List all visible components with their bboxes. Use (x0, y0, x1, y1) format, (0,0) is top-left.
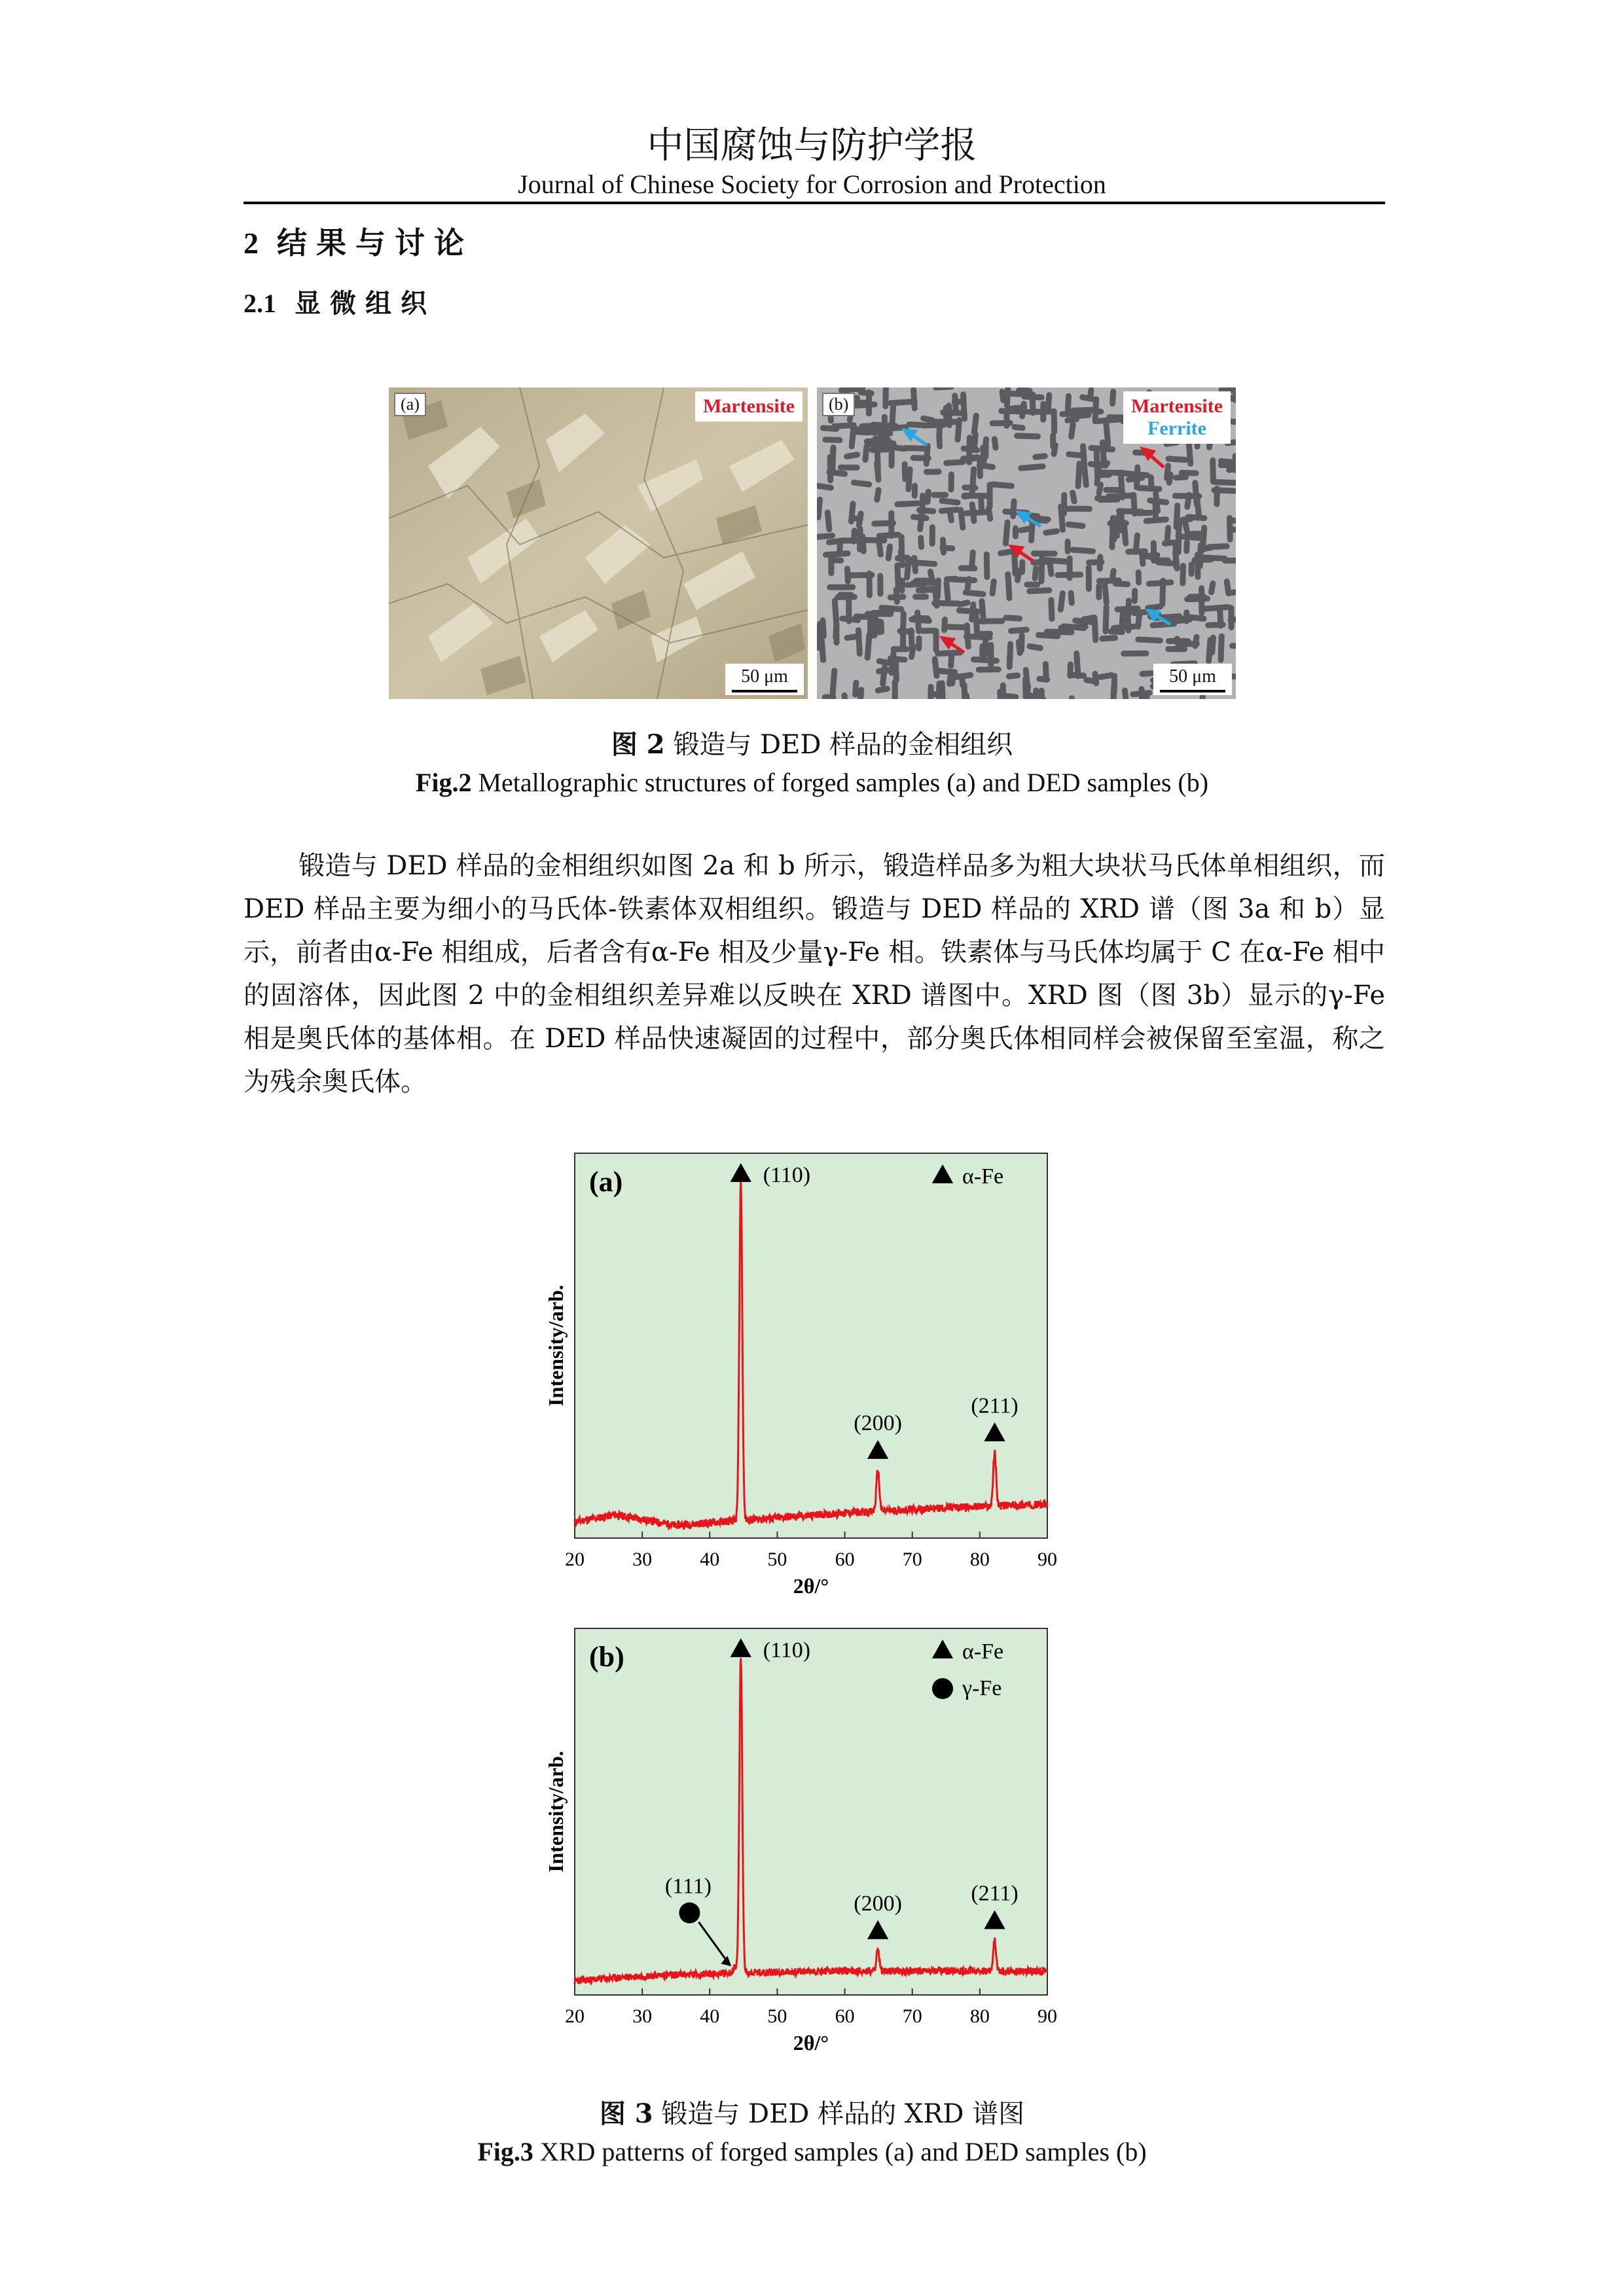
figure3-caption-cn-text: 锻造与 DED 样品的 XRD 谱图 (661, 2099, 1025, 2129)
x-tick-label: 50 (767, 1549, 787, 1570)
peak-label: (200) (854, 1411, 902, 1436)
subsection-number: 2.1 (244, 289, 276, 318)
figure2-caption-cn (0, 724, 1624, 761)
x-tick-label: 90 (1038, 1549, 1057, 1570)
journal-title-cn: 中国腐蚀与防护学报 (647, 124, 977, 167)
x-tick-label: 80 (969, 1549, 990, 1570)
x-tick-label: 20 (565, 1549, 585, 1570)
x-tick-label: 60 (835, 2005, 855, 2027)
plot-area (575, 1153, 1047, 1538)
peak-label: (111) (664, 1874, 712, 1899)
x-axis-label: 2θ/° (793, 2031, 829, 2054)
x-tick-label: 20 (565, 2005, 585, 2027)
forged-micrograph-image (389, 387, 808, 699)
figure2-caption-en-text: Metallographic structures of forged samples (a) and DED samples (b) (478, 768, 1209, 797)
figure3-caption-en-text: XRD patterns of forged samples (a) and DED samples (b) (539, 2137, 1147, 2166)
legend-box-b (1123, 391, 1231, 444)
figure2-caption-en (0, 767, 1624, 798)
scale-bar-b-line (1160, 690, 1225, 692)
scale-bar-b (1153, 664, 1232, 695)
scale-bar-a-line (732, 690, 797, 692)
subsection-title: 显微组织 (295, 288, 436, 319)
xrd-chart-b (537, 1623, 1113, 2068)
figure2-caption-cn-label: 图 2 (611, 729, 665, 760)
body-paragraph (244, 844, 1385, 1103)
x-tick-label: 80 (969, 2005, 990, 2027)
figure2-caption-en-label: Fig.2 (415, 768, 472, 797)
chart-panel-tag: (a) (589, 1166, 623, 1198)
legend-martensite-a: Martensite (695, 391, 803, 422)
figure2-caption-cn-text: 锻造与 DED 样品的金相组织 (673, 730, 1013, 760)
xrd-chart-a (537, 1145, 1113, 1617)
y-axis-label: Intensity/arb. (544, 1285, 568, 1407)
section-title: 结果与讨论 (277, 225, 473, 260)
legend-label: γ-Fe (962, 1676, 1002, 1700)
figure3-caption-cn-label: 图 3 (599, 2098, 653, 2129)
panel-b-tag: (b) (822, 393, 855, 416)
figure3-caption-cn (0, 2093, 1624, 2130)
figure2-panel-a (389, 387, 808, 699)
y-axis-label: Intensity/arb. (544, 1751, 568, 1873)
legend-label: α-Fe (962, 1640, 1004, 1664)
scale-bar-a (725, 664, 804, 695)
chart-panel-tag: (b) (589, 1641, 624, 1673)
peak-label: (200) (854, 1891, 902, 1916)
peak-label: (110) (763, 1638, 811, 1662)
panel-a-tag: (a) (394, 393, 426, 416)
section-number: 2 (244, 226, 259, 260)
x-axis-label: 2θ/° (793, 1574, 829, 1598)
peak-label: (211) (971, 1393, 1019, 1418)
x-tick-label: 30 (632, 1549, 653, 1570)
x-tick-label: 70 (902, 2005, 922, 2027)
legend-label: α-Fe (962, 1164, 1004, 1189)
scale-bar-b-label: 50 μm (1169, 666, 1216, 687)
gamma-fe-circle-marker (679, 1903, 700, 1924)
x-tick-label: 60 (835, 1549, 855, 1570)
x-tick-label: 40 (700, 2005, 720, 2027)
peak-label: (211) (971, 1881, 1019, 1906)
figure2-panel-b (817, 387, 1236, 699)
subsection-heading (244, 283, 436, 320)
legend-martensite-b: Martensite (1131, 395, 1223, 417)
x-tick-label: 50 (767, 2005, 787, 2027)
x-tick-label: 40 (700, 1549, 720, 1570)
section-heading (244, 219, 473, 262)
journal-title-en: Journal of Chinese Society for Corrosion and Protection (518, 170, 1106, 199)
header-rule (244, 202, 1385, 204)
legend-ferrite-b: Ferrite (1147, 418, 1206, 439)
scale-bar-a-label: 50 μm (741, 666, 788, 687)
figure3-caption-en (0, 2136, 1624, 2167)
figure3-caption-en-label: Fig.3 (477, 2137, 533, 2166)
x-tick-label: 70 (902, 1549, 922, 1570)
x-tick-label: 30 (632, 2005, 653, 2027)
legend-circle-icon (932, 1678, 953, 1699)
peak-label: (110) (763, 1163, 811, 1187)
x-tick-label: 90 (1038, 2005, 1057, 2027)
body-paragraph-text: 锻造与 DED 样品的金相组织如图 2a 和 b 所示，锻造样品多为粗大块状马氏体单相组织，而 DED 样品主要为细小的马氏体-铁素体双相组织。锻造与 DED 样品的 XRD 谱（图 3a 和 b）显示，前者由α-Fe 相组成，后者含有α-Fe 相及少量γ-Fe 相。铁素体与马氏体均属于 C 在α-Fe 相中的固溶体，因此图 2 中的金相组织差异难以反映在 XRD 谱图中。XRD 图（图 3b）显示的γ-Fe 相是奥氏体的基体相。在 DED 样品快速凝固的过程中，部分奥氏体相同样会被保留至室温，称之为残余奥氏体。 (244, 851, 1385, 1097)
